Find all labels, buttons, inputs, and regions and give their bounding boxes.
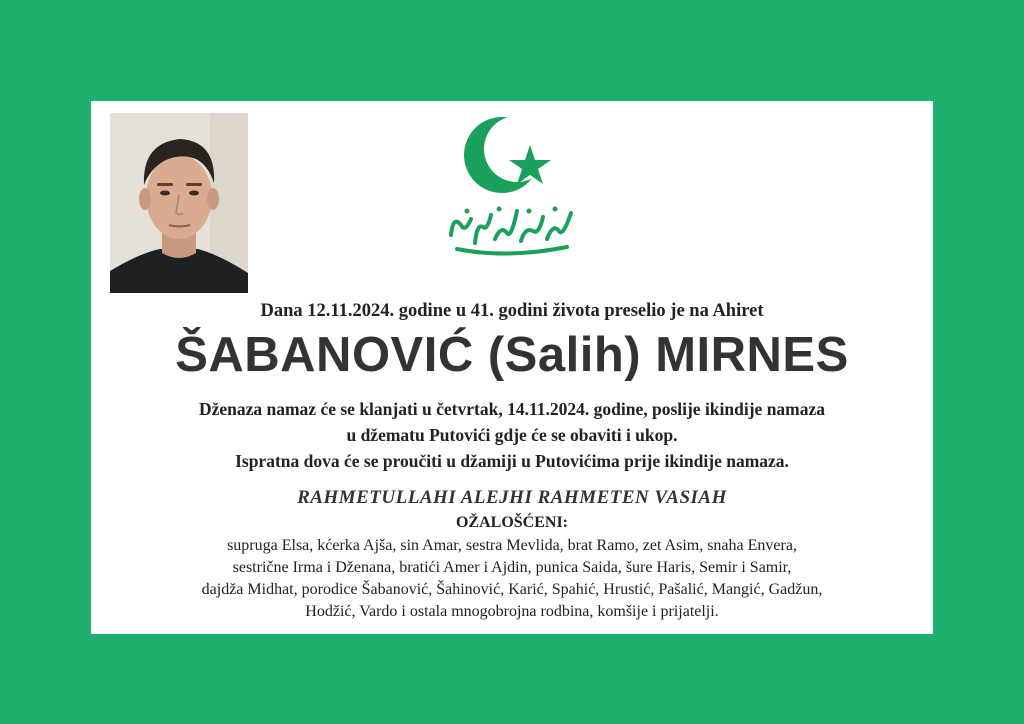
portrait-photo <box>110 113 248 293</box>
prayer-line: RAHMETULLAHI ALEJHI RAHMETEN VASIAH <box>297 487 727 508</box>
mourners-line: dajdža Midhat, porodice Šabanović, Šahinović, Karić, Spahić, Hrustić, Pašalić, Mangić, Gadžun, <box>201 581 823 598</box>
funeral-info-line: Ispratna dova će se proučiti u džamiji u Putovićima prije ikindije namaza. <box>235 451 789 471</box>
mourners-line: sestrične Irma i Dženana, bratići Amer i Ajdin, punica Saida, šure Haris, Semir i Samir, <box>232 559 792 576</box>
obituary-card <box>91 101 933 634</box>
crescent-and-star-icon <box>447 115 577 260</box>
mourners-title: OŽALOŠĆENI: <box>455 514 569 531</box>
mourners-line: supruga Elsa, kćerka Ajša, sin Amar, sestra Mevlida, brat Ramo, zet Asim, snaha Envera, <box>227 537 797 554</box>
funeral-info-line: u džematu Putovići gdje će se obaviti i ukop. <box>346 425 678 445</box>
deceased-name: ŠABANOVIĆ (Salih) MIRNES <box>175 328 849 382</box>
death-announcement-line: Dana 12.11.2024. godine u 41. godini života preselio je na Ahiret <box>260 301 764 321</box>
funeral-info-line: Dženaza namaz će se klanjati u četvrtak, 14.11.2024. godine, poslije ikindije namaza <box>198 399 826 419</box>
mourners-line: Hodžić, Vardo i ostala mnogobrojna rodbina, komšije i prijatelji. <box>305 603 719 620</box>
arabic-calligraphy <box>451 211 571 254</box>
